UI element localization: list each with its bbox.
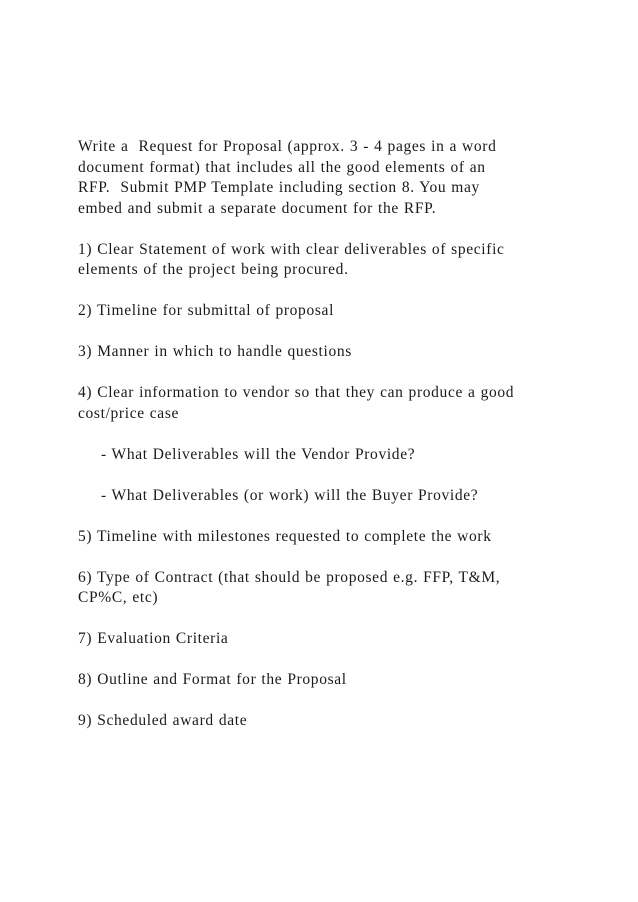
list-item-2: 2) Timeline for submittal of proposal — [78, 302, 335, 319]
list-item-5: 5) Timeline with milestones requested to complete the work — [78, 527, 492, 545]
intro-line: embed and submit a separate document for the RFP. — [78, 199, 437, 217]
list-item-line: CP%C, etc) — [78, 589, 159, 606]
paragraph-gap — [78, 281, 578, 302]
list-item-line: 6) Type of Contract (that should be proposed e.g. FFP, T&M, — [78, 568, 501, 586]
paragraph-gap — [78, 650, 578, 671]
intro-line: Write a Request for Proposal (approx. 3 - 4 pages in a word — [78, 138, 497, 155]
paragraph-gap — [78, 363, 578, 384]
list-item-6 — [78, 568, 578, 609]
sub-item-buyer-deliverables: - What Deliverables (or work) will the Buyer Provide? — [101, 486, 479, 504]
list-item-4 — [78, 383, 578, 424]
list-item-8: 8) Outline and Format for the Proposal — [78, 671, 347, 688]
intro-paragraph — [78, 137, 578, 219]
intro-line: document format) that includes all the good elements of an — [78, 158, 486, 176]
paragraph-gap — [78, 547, 578, 568]
list-item-3: 3) Manner in which to handle questions — [78, 343, 352, 360]
list-item-line: 4) Clear information to vendor so that they can produce a good — [78, 384, 515, 401]
document-body — [78, 137, 578, 732]
list-item-line: cost/price case — [78, 404, 180, 422]
intro-line: RFP. Submit PMP Template including section 8. You may — [78, 179, 480, 196]
list-item-line: elements of the project being procured. — [78, 261, 349, 278]
paragraph-gap — [78, 506, 578, 527]
paragraph-gap — [78, 609, 578, 630]
list-item-7: 7) Evaluation Criteria — [78, 630, 229, 647]
list-item-1 — [78, 240, 578, 281]
list-item-9: 9) Scheduled award date — [78, 712, 248, 729]
paragraph-gap — [78, 691, 578, 712]
paragraph-gap — [78, 322, 578, 343]
list-item-line: 1) Clear Statement of work with clear deliverables of specific — [78, 240, 505, 258]
paragraph-gap — [78, 424, 578, 445]
sub-item-vendor-deliverables: - What Deliverables will the Vendor Provide? — [101, 445, 416, 463]
paragraph-gap — [78, 465, 578, 486]
paragraph-gap — [78, 219, 578, 240]
